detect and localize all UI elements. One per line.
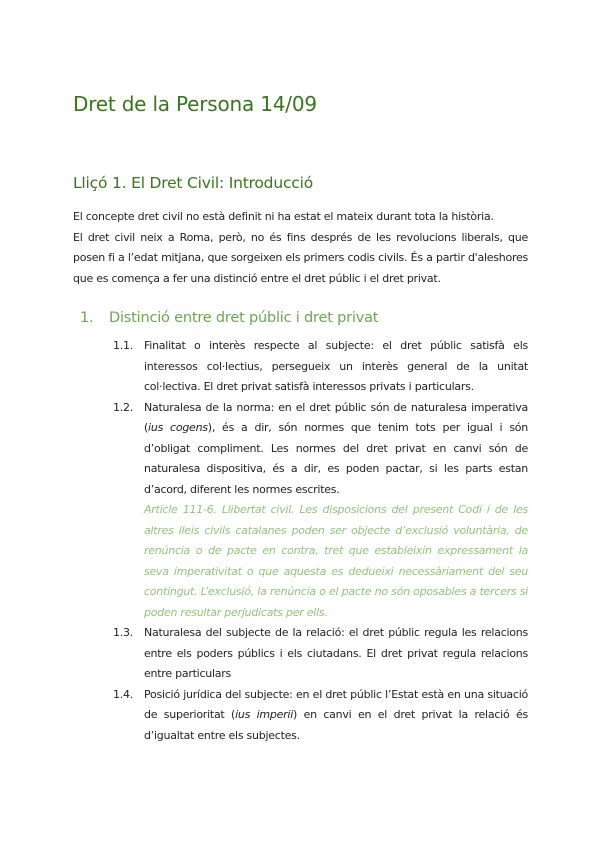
section-title: Distinció entre dret públic i dret privat xyxy=(109,310,379,326)
item-text-part: ), és a dir, són normes que tenim tots per igual i són d’obligat compliment. Les normes del dret privat en canvi són de naturalesa dispositiva, és a dir, es poden pactar, si les parts estan d’acord, diferent les normes escrites. xyxy=(144,421,529,496)
item-text-part: Posició jurídica del subjecte: en el dret públic l’Estat està en una situació de superioritat ( xyxy=(144,687,528,721)
item-number: 1.4. xyxy=(113,687,133,701)
item-text: Finalitat o interès respecte al subjecte: el dret públic satisfà els interessos col·lectius, persegueix un interès general de la unitat col·lectiva. El dret privat satisfà interessos privats i particulars. xyxy=(144,339,528,393)
latin-term: ius cogens xyxy=(148,421,208,434)
intro-paragraph: El concepte dret civil no està definit ni ha estat el mateix durant tota la història. xyxy=(73,210,494,223)
intro-text xyxy=(73,207,528,289)
list-item xyxy=(113,623,528,685)
item-body xyxy=(144,685,528,747)
item-text-part: Naturalesa de la norma: en el dret públic són de naturalesa imperativa ( xyxy=(144,400,528,434)
latin-term: ius imperii xyxy=(235,708,294,721)
item-body xyxy=(144,336,528,398)
item-text xyxy=(144,398,528,501)
item-number: 1.2. xyxy=(113,400,133,414)
section-number: 1. xyxy=(80,310,94,326)
section-1 xyxy=(80,310,528,326)
legal-quote: Article 111-6. Llibertat civil. Les disposicions del present Codi i de les altres lleis civils catalanes poden ser objecte d’exclusió voluntària, de renúncia o de pacte en contra, tret que estableixin expressament la seva imperativitat o que aquesta es dedueixi necessàriament del seu contingut. L’exclusió, la renúncia o el pacte no són oposables a tercers si poden resultar perjudicats per ells. xyxy=(144,503,528,619)
lesson-title: Lliçó 1. El Dret Civil: Introducció xyxy=(73,174,313,192)
intro-paragraph: El dret civil neix a Roma, però, no és fins després de les revolucions liberals, que posen fi a l’edat mitjana, que sorgeixen els primers codis civils. És a partir d'aleshores que es comença a fer una distinció entre el dret públic i el dret privat. xyxy=(73,230,528,285)
list-item xyxy=(113,398,528,624)
item-text: Naturalesa del subjecte de la relació: el dret públic regula les relacions entre els poders públics i els ciutadans. El dret privat regula relacions entre particulars xyxy=(144,626,528,680)
item-number: 1.3. xyxy=(113,626,133,639)
list-item xyxy=(113,685,528,747)
section-items xyxy=(113,336,528,746)
item-body xyxy=(144,623,528,685)
list-item xyxy=(113,336,528,398)
item-text-part: ) en canvi en el dret privat la relació és d’igualtat entre els subjectes. xyxy=(144,708,528,742)
item-text xyxy=(144,685,528,747)
page-title: Dret de la Persona 14/09 xyxy=(73,92,317,116)
section-heading xyxy=(80,310,528,326)
item-body xyxy=(144,398,528,624)
item-number: 1.1. xyxy=(113,339,133,352)
